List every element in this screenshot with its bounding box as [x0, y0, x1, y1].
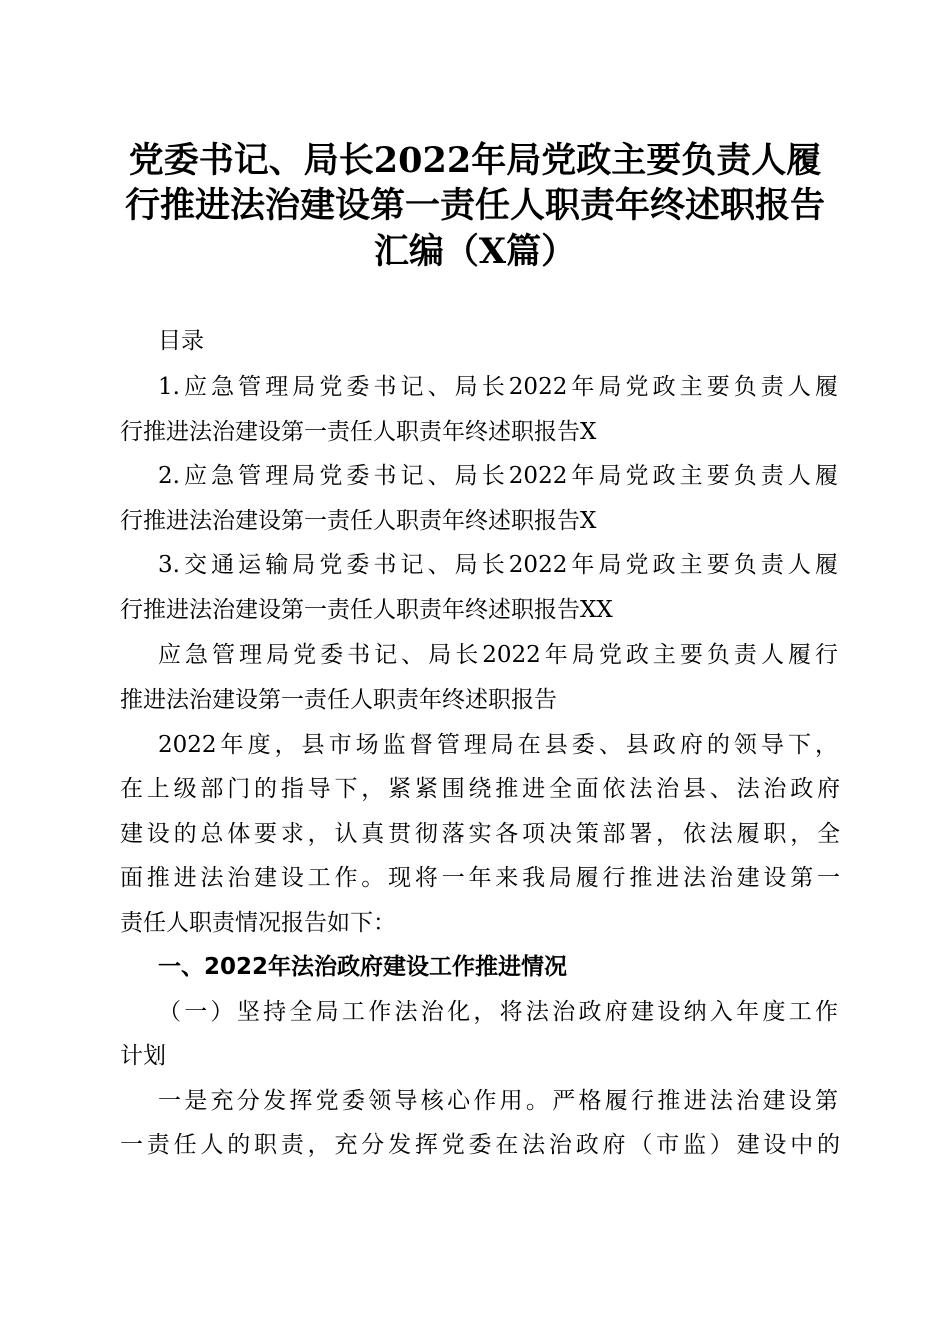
- point-1-line-1: 一是充分发挥党委领导核心作用。严格履行推进法治建设第: [158, 1088, 838, 1114]
- subsection-1-line-2: 计划: [120, 1043, 166, 1069]
- toc-item-1-line-1: 1.应急管理局党委书记、局长2022年局党政主要负责人履: [158, 374, 838, 400]
- point-1-line-2: 一责任人的职责，充分发挥党委在法治政府（市监）建设中的: [120, 1132, 840, 1158]
- intro-line-5: 责任人职责情况报告如下：: [120, 910, 396, 936]
- document-title-line-3: 汇编（X篇）: [373, 231, 577, 272]
- intro-line-3: 建设的总体要求，认真贯彻落实各项决策部署，依法履职，全: [120, 821, 840, 847]
- toc-item-3-line-1: 3.交通运输局党委书记、局长2022年局党政主要负责人履: [158, 552, 838, 578]
- toc-item-2-line-2: 行推进法治建设第一责任人职责年终述职报告X: [120, 508, 597, 534]
- intro-line-4: 面推进法治建设工作。现将一年来我局履行推进法治建设第一: [120, 865, 840, 891]
- report-title-line-1: 应急管理局党委书记、局长2022年局党政主要负责人履行: [158, 642, 838, 668]
- toc-item-1-line-2: 行推进法治建设第一责任人职责年终述职报告X: [120, 419, 597, 445]
- document-title-line-1: 党委书记、局长2022年局党政主要负责人履: [128, 140, 822, 181]
- report-title-line-2: 推进法治建设第一责任人职责年终述职报告: [120, 687, 557, 713]
- subsection-1-line-1: （一）坚持全局工作法治化，将法治政府建设纳入年度工作: [158, 999, 838, 1025]
- section-1-heading: 一、2022年法治政府建设工作推进情况: [158, 954, 568, 980]
- document-title-line-2: 行推进法治建设第一责任人职责年终述职报告: [124, 185, 825, 226]
- toc-item-3-line-2: 行推进法治建设第一责任人职责年终述职报告XX: [120, 597, 613, 623]
- toc-label: 目录: [158, 328, 204, 354]
- intro-line-2: 在上级部门的指导下，紧紧围绕推进全面依法治县、法治政府: [120, 776, 840, 802]
- toc-item-2-line-1: 2.应急管理局党委书记、局长2022年局党政主要负责人履: [158, 463, 838, 489]
- intro-line-1: 2022年度，县市场监督管理局在县委、县政府的领导下，: [158, 732, 838, 758]
